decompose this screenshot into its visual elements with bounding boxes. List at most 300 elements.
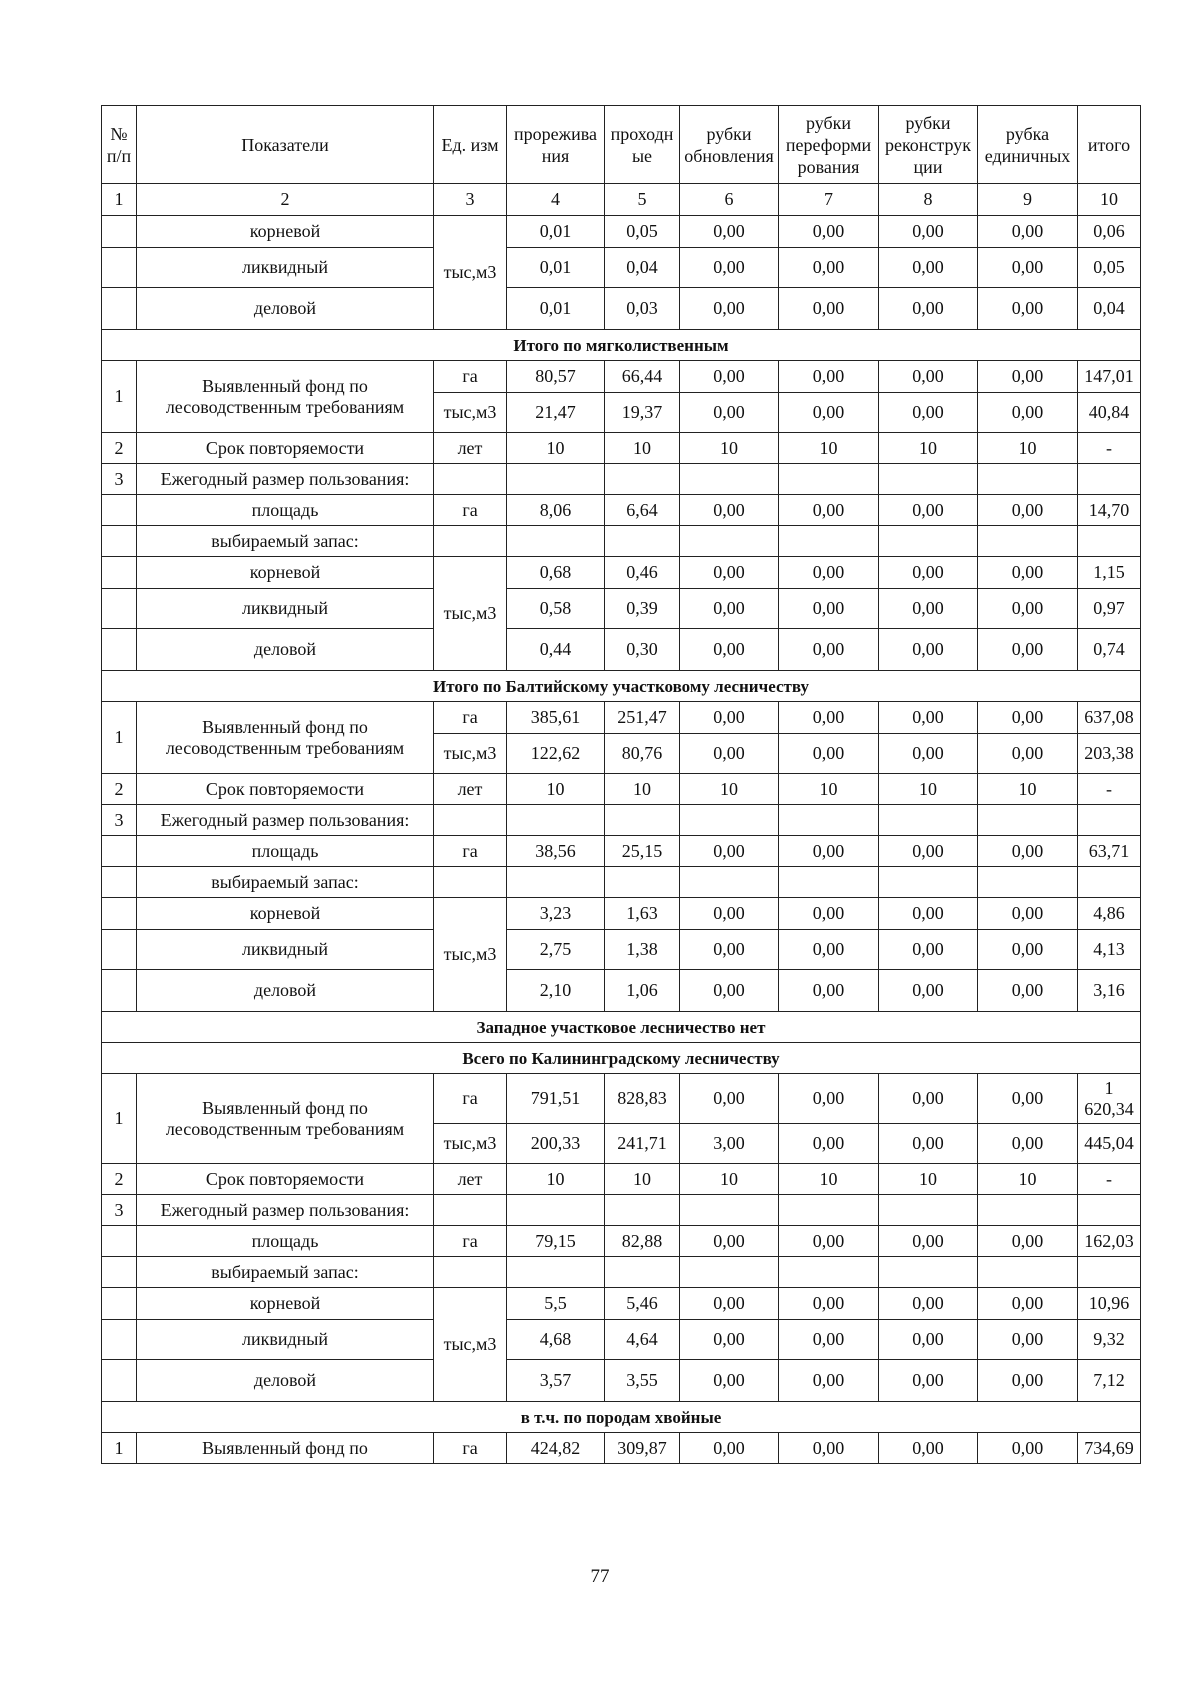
indicator-label: Ежегодный размер пользования: [137, 805, 434, 836]
value-cell: 0,00 [680, 361, 779, 393]
row-number: 1 [102, 1074, 137, 1164]
row-number [102, 898, 137, 930]
annual-row [102, 1195, 1141, 1226]
value-cell: 4,68 [507, 1320, 605, 1360]
stock-label-row [102, 1257, 1141, 1288]
header-cell: № п/п [102, 106, 137, 184]
value-cell: 0,00 [779, 589, 879, 629]
value-cell: 0,00 [879, 1074, 978, 1124]
value-cell: 0,00 [779, 495, 879, 526]
value-cell: 0,04 [1078, 288, 1141, 330]
value-cell: 0,00 [978, 629, 1078, 671]
section-title: в т.ч. по породам хвойные [102, 1402, 1141, 1433]
section-title: Всего по Калининградскому лесничеству [102, 1043, 1141, 1074]
value-cell: 10 [605, 433, 680, 464]
value-cell: 21,47 [507, 393, 605, 433]
value-cell: 2,10 [507, 970, 605, 1012]
empty-cell [434, 1257, 507, 1288]
value-cell: 0,46 [605, 557, 680, 589]
value-cell: 10 [605, 774, 680, 805]
column-number: 4 [507, 184, 605, 216]
fund-row [102, 361, 1141, 393]
value-cell: 0,30 [605, 629, 680, 671]
indicator-label: выбираемый запас: [137, 526, 434, 557]
section-title: Итого по Балтийскому участковому лесничеству [102, 671, 1141, 702]
section-title-row [102, 1012, 1141, 1043]
value-cell: 10 [978, 433, 1078, 464]
section-title: Западное участковое лесничество нет [102, 1012, 1141, 1043]
empty-cell [1078, 526, 1141, 557]
unit-cell: тыс,м3 [434, 216, 507, 330]
header-row [102, 106, 1141, 184]
value-cell: 0,00 [879, 557, 978, 589]
value-cell: 637,08 [1078, 702, 1141, 734]
column-number: 5 [605, 184, 680, 216]
value-cell: 0,03 [605, 288, 680, 330]
value-cell: 10 [779, 433, 879, 464]
empty-cell [680, 805, 779, 836]
empty-cell [978, 805, 1078, 836]
row-number [102, 1288, 137, 1320]
value-cell: 0,00 [680, 970, 779, 1012]
unit-cell: тыс,м3 [434, 1124, 507, 1164]
value-cell: 1 620,34 [1078, 1074, 1141, 1124]
row-number [102, 557, 137, 589]
row-number: 1 [102, 1433, 137, 1464]
area-row [102, 495, 1141, 526]
header-cell: итого [1078, 106, 1141, 184]
column-number: 10 [1078, 184, 1141, 216]
value-cell: 0,00 [779, 216, 879, 248]
empty-cell [879, 1257, 978, 1288]
value-cell: 0,00 [779, 702, 879, 734]
value-cell: 445,04 [1078, 1124, 1141, 1164]
value-cell: 0,00 [779, 629, 879, 671]
header-cell: проходн ые [605, 106, 680, 184]
value-cell: 5,5 [507, 1288, 605, 1320]
indicator-label: Выявленный фонд по лесоводственным требованиям [137, 702, 434, 774]
value-cell: 38,56 [507, 836, 605, 867]
value-cell: 3,00 [680, 1124, 779, 1164]
value-cell: 0,00 [978, 734, 1078, 774]
indicator-label: Срок повторяемости [137, 774, 434, 805]
indicator-label: деловой [137, 1360, 434, 1402]
unit-cell: тыс,м3 [434, 1288, 507, 1402]
value-cell: 10 [680, 1164, 779, 1195]
value-cell: 0,00 [978, 1074, 1078, 1124]
value-cell: 0,00 [978, 361, 1078, 393]
row-number [102, 930, 137, 970]
value-cell: 0,00 [978, 836, 1078, 867]
value-cell: 10 [507, 433, 605, 464]
empty-cell [879, 805, 978, 836]
value-cell: 241,71 [605, 1124, 680, 1164]
row-number [102, 1226, 137, 1257]
value-cell: 0,00 [978, 930, 1078, 970]
empty-cell [507, 464, 605, 495]
stock-row [102, 629, 1141, 671]
unit-cell: га [434, 836, 507, 867]
stock-row [102, 557, 1141, 589]
value-cell: 1,63 [605, 898, 680, 930]
empty-cell [879, 1195, 978, 1226]
value-cell: 0,00 [978, 1433, 1078, 1464]
indicator-label: выбираемый запас: [137, 867, 434, 898]
stock-row [102, 1288, 1141, 1320]
empty-cell [1078, 805, 1141, 836]
value-cell: 0,01 [507, 288, 605, 330]
value-cell: 0,00 [879, 898, 978, 930]
indicator-label: ликвидный [137, 1320, 434, 1360]
value-cell: 0,00 [779, 1320, 879, 1360]
row-number: 2 [102, 1164, 137, 1195]
value-cell: 0,00 [879, 288, 978, 330]
value-cell: 0,00 [879, 970, 978, 1012]
empty-cell [779, 805, 879, 836]
empty-cell [779, 867, 879, 898]
value-cell: 0,00 [779, 557, 879, 589]
column-number: 7 [779, 184, 879, 216]
empty-cell [605, 1195, 680, 1226]
unit-cell: лет [434, 433, 507, 464]
empty-cell [605, 867, 680, 898]
value-cell: 0,00 [879, 248, 978, 288]
page-number: 77 [590, 1566, 610, 1587]
empty-cell [779, 1257, 879, 1288]
value-cell: 424,82 [507, 1433, 605, 1464]
value-cell: 0,00 [680, 557, 779, 589]
value-cell: 385,61 [507, 702, 605, 734]
value-cell: 10 [978, 1164, 1078, 1195]
value-cell: 10 [507, 774, 605, 805]
value-cell: 0,00 [680, 836, 779, 867]
value-cell: 0,00 [978, 1226, 1078, 1257]
forest-use-table [101, 105, 1141, 1464]
value-cell: 4,86 [1078, 898, 1141, 930]
value-cell: 10 [680, 774, 779, 805]
value-cell: 0,00 [779, 248, 879, 288]
value-cell: 0,00 [779, 393, 879, 433]
empty-cell [978, 526, 1078, 557]
row-number [102, 216, 137, 248]
column-number: 8 [879, 184, 978, 216]
value-cell: 734,69 [1078, 1433, 1141, 1464]
stock-label-row [102, 867, 1141, 898]
empty-cell [434, 526, 507, 557]
value-cell: 0,00 [879, 393, 978, 433]
unit-cell: тыс,м3 [434, 393, 507, 433]
value-cell: 80,57 [507, 361, 605, 393]
value-cell: 0,00 [879, 1124, 978, 1164]
value-cell: 0,00 [680, 930, 779, 970]
value-cell: - [1078, 433, 1141, 464]
indicator-label: Срок повторяемости [137, 1164, 434, 1195]
annual-row [102, 805, 1141, 836]
stock-label-row [102, 526, 1141, 557]
indicator-label: корневой [137, 557, 434, 589]
value-cell: 0,00 [978, 495, 1078, 526]
value-cell: 0,97 [1078, 589, 1141, 629]
value-cell: 79,15 [507, 1226, 605, 1257]
stock-row [102, 589, 1141, 629]
table-row [102, 248, 1141, 288]
empty-cell [1078, 1257, 1141, 1288]
unit-cell: тыс,м3 [434, 734, 507, 774]
value-cell: 0,00 [680, 629, 779, 671]
table-row [102, 216, 1141, 248]
table-row [102, 288, 1141, 330]
value-cell: 0,00 [978, 248, 1078, 288]
unit-cell: га [434, 1226, 507, 1257]
value-cell: 0,01 [507, 216, 605, 248]
column-number: 6 [680, 184, 779, 216]
value-cell: 0,00 [680, 702, 779, 734]
empty-cell [1078, 867, 1141, 898]
value-cell: 3,23 [507, 898, 605, 930]
value-cell: 147,01 [1078, 361, 1141, 393]
value-cell: 200,33 [507, 1124, 605, 1164]
empty-cell [1078, 464, 1141, 495]
value-cell: 309,87 [605, 1433, 680, 1464]
empty-cell [879, 867, 978, 898]
column-number: 1 [102, 184, 137, 216]
indicator-label: корневой [137, 216, 434, 248]
value-cell: 10 [879, 433, 978, 464]
value-cell: 0,04 [605, 248, 680, 288]
value-cell: 10 [605, 1164, 680, 1195]
value-cell: 0,00 [879, 361, 978, 393]
row-number: 3 [102, 1195, 137, 1226]
header-cell: прорежива ния [507, 106, 605, 184]
value-cell: 162,03 [1078, 1226, 1141, 1257]
value-cell: 0,06 [1078, 216, 1141, 248]
value-cell: 1,38 [605, 930, 680, 970]
indicator-label: Срок повторяемости [137, 433, 434, 464]
empty-cell [978, 1257, 1078, 1288]
row-number: 3 [102, 805, 137, 836]
value-cell: 0,00 [680, 216, 779, 248]
empty-cell [680, 867, 779, 898]
period-row [102, 1164, 1141, 1195]
value-cell: 0,00 [779, 898, 879, 930]
indicator-label: Ежегодный размер пользования: [137, 1195, 434, 1226]
value-cell: 0,00 [680, 1226, 779, 1257]
empty-cell [680, 526, 779, 557]
value-cell: 791,51 [507, 1074, 605, 1124]
unit-cell: лет [434, 1164, 507, 1195]
value-cell: 0,00 [680, 248, 779, 288]
annual-row [102, 464, 1141, 495]
value-cell: 3,55 [605, 1360, 680, 1402]
empty-cell [879, 464, 978, 495]
empty-cell [507, 526, 605, 557]
header-cell: рубки переформи рования [779, 106, 879, 184]
column-number: 9 [978, 184, 1078, 216]
value-cell: 0,00 [978, 1288, 1078, 1320]
value-cell: 251,47 [605, 702, 680, 734]
value-cell: 0,00 [978, 1124, 1078, 1164]
fund-row [102, 1433, 1141, 1464]
value-cell: 1,06 [605, 970, 680, 1012]
row-number [102, 288, 137, 330]
value-cell: 0,00 [879, 1226, 978, 1257]
header-cell: рубки реконструк ции [879, 106, 978, 184]
value-cell: 9,32 [1078, 1320, 1141, 1360]
period-row [102, 433, 1141, 464]
value-cell: 3,16 [1078, 970, 1141, 1012]
value-cell: 0,00 [680, 898, 779, 930]
value-cell: 0,00 [978, 288, 1078, 330]
row-number [102, 1360, 137, 1402]
value-cell: 0,00 [978, 898, 1078, 930]
row-number: 3 [102, 464, 137, 495]
value-cell: 0,00 [779, 970, 879, 1012]
value-cell: 0,00 [978, 589, 1078, 629]
value-cell: 0,00 [680, 1074, 779, 1124]
empty-cell [605, 526, 680, 557]
value-cell: 0,58 [507, 589, 605, 629]
value-cell: 0,00 [680, 288, 779, 330]
indicator-label: площадь [137, 836, 434, 867]
indicator-label: Выявленный фонд по [137, 1433, 434, 1464]
value-cell: 7,12 [1078, 1360, 1141, 1402]
column-number: 2 [137, 184, 434, 216]
value-cell: 0,00 [978, 216, 1078, 248]
value-cell: 10 [680, 433, 779, 464]
area-row [102, 1226, 1141, 1257]
value-cell: 0,05 [605, 216, 680, 248]
row-number [102, 248, 137, 288]
value-cell: 0,00 [680, 1433, 779, 1464]
value-cell: 3,57 [507, 1360, 605, 1402]
value-cell: 5,46 [605, 1288, 680, 1320]
indicator-label: деловой [137, 629, 434, 671]
empty-cell [507, 1257, 605, 1288]
value-cell: 0,74 [1078, 629, 1141, 671]
indicator-label: Ежегодный размер пользования: [137, 464, 434, 495]
empty-cell [978, 867, 1078, 898]
value-cell: 40,84 [1078, 393, 1141, 433]
unit-cell: тыс,м3 [434, 898, 507, 1012]
unit-cell: тыс,м3 [434, 557, 507, 671]
indicator-label: деловой [137, 970, 434, 1012]
value-cell: 0,00 [879, 1360, 978, 1402]
empty-cell [779, 464, 879, 495]
value-cell: 828,83 [605, 1074, 680, 1124]
value-cell: 0,00 [978, 393, 1078, 433]
indicator-label: ликвидный [137, 248, 434, 288]
value-cell: 0,00 [680, 495, 779, 526]
value-cell: 0,00 [879, 702, 978, 734]
fund-row [102, 1074, 1141, 1124]
empty-cell [779, 526, 879, 557]
value-cell: 0,00 [879, 1433, 978, 1464]
stock-row [102, 1360, 1141, 1402]
row-number: 2 [102, 774, 137, 805]
value-cell: 25,15 [605, 836, 680, 867]
empty-cell [779, 1195, 879, 1226]
empty-cell [507, 867, 605, 898]
value-cell: 63,71 [1078, 836, 1141, 867]
value-cell: 0,00 [779, 361, 879, 393]
header-cell: Ед. изм [434, 106, 507, 184]
value-cell: 0,00 [879, 1320, 978, 1360]
value-cell: 0,00 [879, 930, 978, 970]
indicator-label: корневой [137, 1288, 434, 1320]
value-cell: 0,00 [680, 393, 779, 433]
value-cell: 0,00 [978, 970, 1078, 1012]
value-cell: 0,00 [879, 216, 978, 248]
empty-cell [507, 805, 605, 836]
row-number [102, 589, 137, 629]
empty-cell [605, 805, 680, 836]
value-cell: 10 [879, 1164, 978, 1195]
empty-cell [978, 1195, 1078, 1226]
row-number: 2 [102, 433, 137, 464]
header-cell: Показатели [137, 106, 434, 184]
value-cell: 8,06 [507, 495, 605, 526]
fund-row [102, 702, 1141, 734]
value-cell: 0,00 [680, 1320, 779, 1360]
value-cell: 0,00 [779, 1124, 879, 1164]
value-cell: 10 [879, 774, 978, 805]
value-cell: 0,00 [879, 734, 978, 774]
indicator-label: деловой [137, 288, 434, 330]
value-cell: 0,00 [779, 1226, 879, 1257]
row-number [102, 495, 137, 526]
value-cell: 122,62 [507, 734, 605, 774]
value-cell: 0,39 [605, 589, 680, 629]
unit-cell: га [434, 1433, 507, 1464]
indicator-label: корневой [137, 898, 434, 930]
empty-cell [1078, 1195, 1141, 1226]
stock-row [102, 930, 1141, 970]
value-cell: 82,88 [605, 1226, 680, 1257]
value-cell: 0,05 [1078, 248, 1141, 288]
section-title-row [102, 330, 1141, 361]
value-cell: 2,75 [507, 930, 605, 970]
unit-cell: га [434, 361, 507, 393]
value-cell: 0,68 [507, 557, 605, 589]
value-cell: - [1078, 1164, 1141, 1195]
value-cell: 0,00 [779, 836, 879, 867]
value-cell: 0,00 [779, 288, 879, 330]
header-cell: рубки обновления [680, 106, 779, 184]
value-cell: 0,00 [680, 1288, 779, 1320]
value-cell: 0,00 [779, 930, 879, 970]
row-number [102, 629, 137, 671]
value-cell: 0,01 [507, 248, 605, 288]
value-cell: 0,00 [879, 629, 978, 671]
empty-cell [434, 1195, 507, 1226]
value-cell: 0,00 [978, 1360, 1078, 1402]
unit-cell: га [434, 495, 507, 526]
value-cell: 0,00 [779, 1288, 879, 1320]
section-title-row [102, 1043, 1141, 1074]
empty-cell [507, 1195, 605, 1226]
empty-cell [680, 1195, 779, 1226]
unit-cell: лет [434, 774, 507, 805]
stock-row [102, 970, 1141, 1012]
value-cell: 0,00 [879, 1288, 978, 1320]
value-cell: 10 [507, 1164, 605, 1195]
indicator-label: выбираемый запас: [137, 1257, 434, 1288]
value-cell: 6,64 [605, 495, 680, 526]
value-cell: 0,44 [507, 629, 605, 671]
empty-cell [605, 1257, 680, 1288]
value-cell: 0,00 [680, 1360, 779, 1402]
value-cell: 0,00 [779, 1074, 879, 1124]
